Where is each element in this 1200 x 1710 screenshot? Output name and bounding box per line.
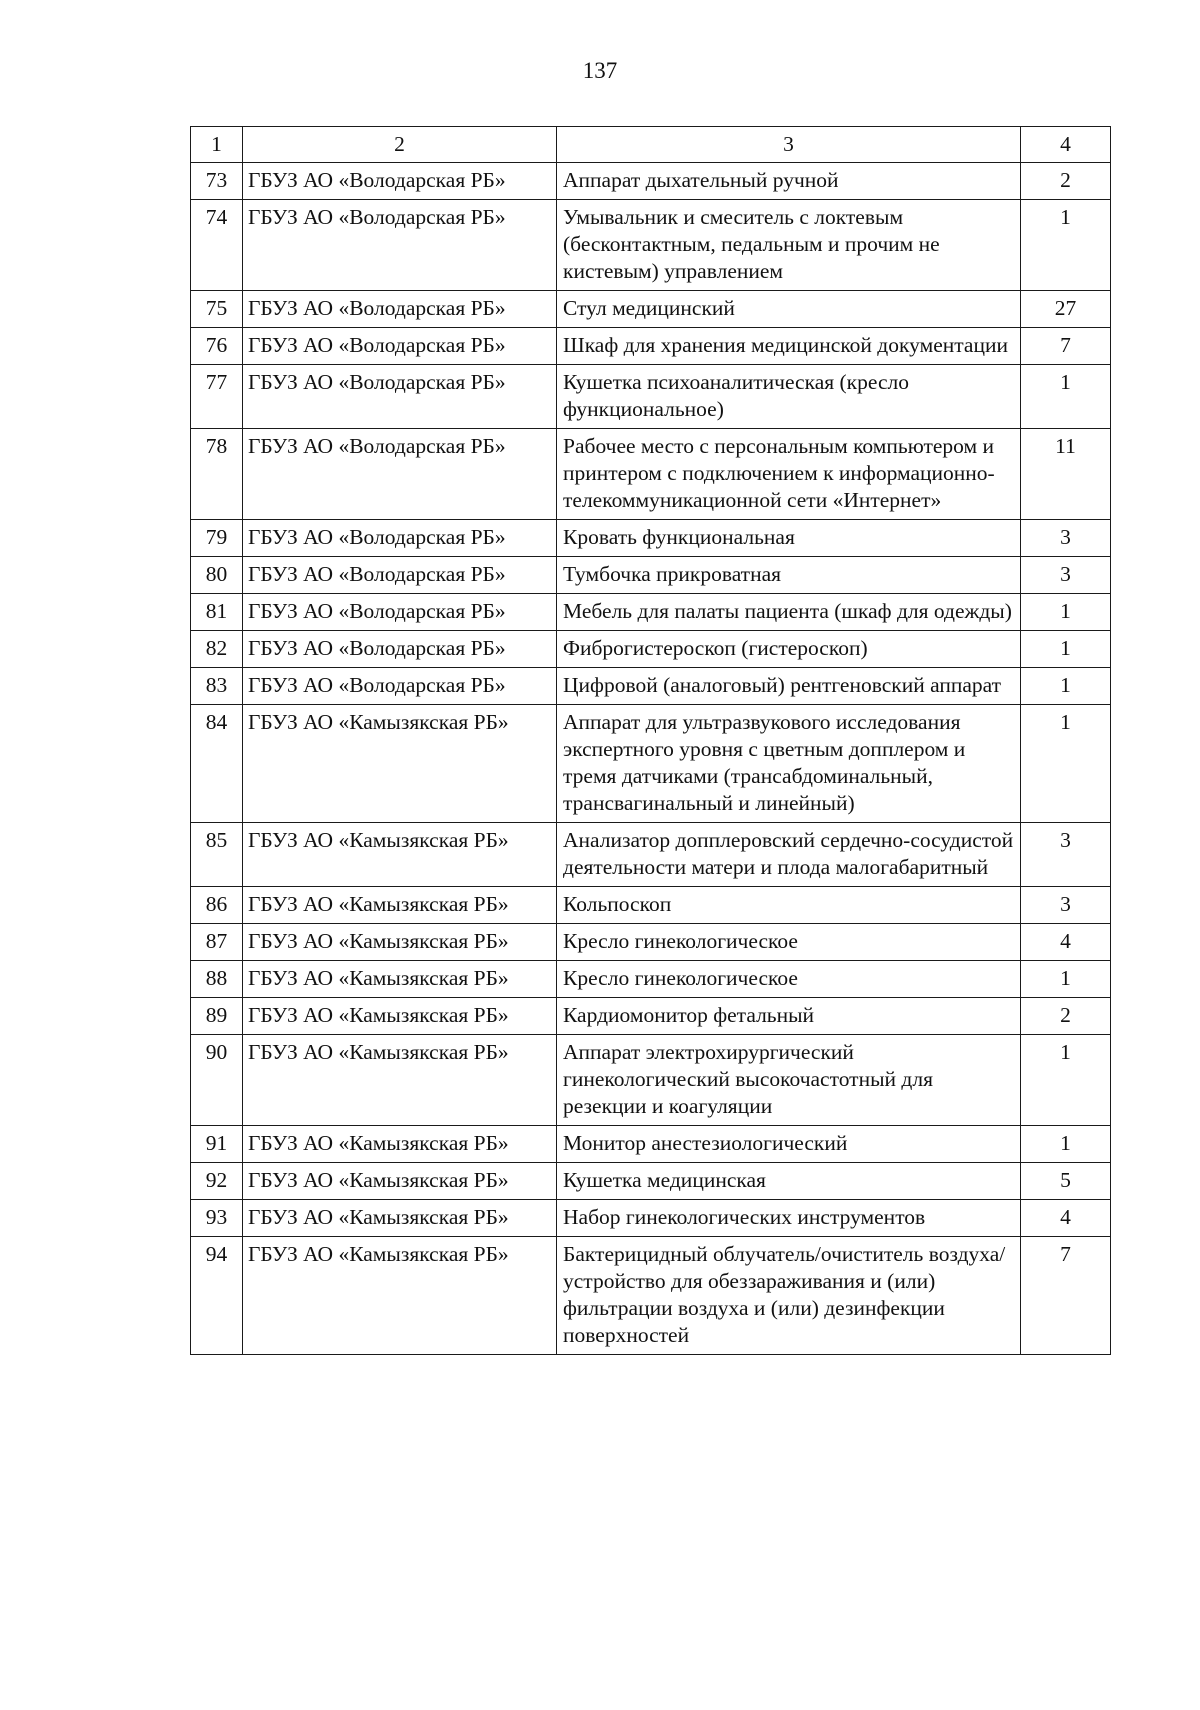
quantity-cell: 3 — [1021, 887, 1111, 924]
table-row — [191, 557, 1111, 594]
table-row — [191, 823, 1111, 887]
organization-cell: ГБУЗ АО «Камызякская РБ» — [243, 705, 557, 823]
table-row — [191, 1163, 1111, 1200]
item-name-cell: Мебель для палаты пациента (шкаф для одежды) — [557, 594, 1021, 631]
organization-cell: ГБУЗ АО «Володарская РБ» — [243, 291, 557, 328]
organization-cell: ГБУЗ АО «Камызякская РБ» — [243, 961, 557, 998]
table-row — [191, 887, 1111, 924]
quantity-cell: 1 — [1021, 1035, 1111, 1126]
item-name-cell: Бактерицидный облучатель/очиститель воздуха/устройство для обеззараживания и (или) фильтрации воздуха и (или) дезинфекции поверхностей — [557, 1237, 1021, 1355]
item-name-cell: Анализатор допплеровский сердечно-сосудистой деятельности матери и плода малогабаритный — [557, 823, 1021, 887]
table-row — [191, 1200, 1111, 1237]
organization-cell: ГБУЗ АО «Камызякская РБ» — [243, 1163, 557, 1200]
item-name-cell: Тумбочка прикроватная — [557, 557, 1021, 594]
header-cell-organization: 2 — [243, 127, 557, 163]
table-row — [191, 1237, 1111, 1355]
quantity-cell: 5 — [1021, 1163, 1111, 1200]
organization-cell: ГБУЗ АО «Володарская РБ» — [243, 520, 557, 557]
organization-cell: ГБУЗ АО «Камызякская РБ» — [243, 998, 557, 1035]
row-number-cell: 84 — [191, 705, 243, 823]
table-row — [191, 924, 1111, 961]
row-number-cell: 76 — [191, 328, 243, 365]
quantity-cell: 3 — [1021, 557, 1111, 594]
table-row — [191, 961, 1111, 998]
quantity-cell: 11 — [1021, 429, 1111, 520]
row-number-cell: 80 — [191, 557, 243, 594]
table-row — [191, 594, 1111, 631]
item-name-cell: Кушетка медицинская — [557, 1163, 1021, 1200]
row-number-cell: 74 — [191, 200, 243, 291]
quantity-cell: 1 — [1021, 1126, 1111, 1163]
quantity-cell: 1 — [1021, 365, 1111, 429]
item-name-cell: Набор гинекологических инструментов — [557, 1200, 1021, 1237]
table-body — [191, 127, 1111, 1355]
item-name-cell: Кресло гинекологическое — [557, 961, 1021, 998]
row-number-cell: 94 — [191, 1237, 243, 1355]
table-row — [191, 291, 1111, 328]
quantity-cell: 1 — [1021, 668, 1111, 705]
item-name-cell: Кресло гинекологическое — [557, 924, 1021, 961]
row-number-cell: 79 — [191, 520, 243, 557]
quantity-cell: 4 — [1021, 1200, 1111, 1237]
row-number-cell: 82 — [191, 631, 243, 668]
item-name-cell: Кровать функциональная — [557, 520, 1021, 557]
quantity-cell: 3 — [1021, 520, 1111, 557]
organization-cell: ГБУЗ АО «Володарская РБ» — [243, 594, 557, 631]
item-name-cell: Цифровой (аналоговый) рентгеновский аппарат — [557, 668, 1021, 705]
item-name-cell: Фиброгистероскоп (гистероскоп) — [557, 631, 1021, 668]
organization-cell: ГБУЗ АО «Володарская РБ» — [243, 200, 557, 291]
table-row — [191, 1035, 1111, 1126]
row-number-cell: 91 — [191, 1126, 243, 1163]
quantity-cell: 2 — [1021, 163, 1111, 200]
quantity-cell: 1 — [1021, 594, 1111, 631]
item-name-cell: Рабочее место с персональным компьютером и принтером с подключением к информационно-телекоммуникационной сети «Интернет» — [557, 429, 1021, 520]
organization-cell: ГБУЗ АО «Камызякская РБ» — [243, 823, 557, 887]
quantity-cell: 27 — [1021, 291, 1111, 328]
item-name-cell: Аппарат дыхательный ручной — [557, 163, 1021, 200]
organization-cell: ГБУЗ АО «Володарская РБ» — [243, 631, 557, 668]
item-name-cell: Аппарат для ультразвукового исследования экспертного уровня с цветным допплером и тремя датчиками (трансабдоминальный, трансвагинальный и линейный) — [557, 705, 1021, 823]
item-name-cell: Стул медицинский — [557, 291, 1021, 328]
table-row — [191, 520, 1111, 557]
organization-cell: ГБУЗ АО «Камызякская РБ» — [243, 924, 557, 961]
table-row — [191, 1126, 1111, 1163]
item-name-cell: Кушетка психоаналитическая (кресло функциональное) — [557, 365, 1021, 429]
table-row — [191, 429, 1111, 520]
table-header-row — [191, 127, 1111, 163]
table-row — [191, 365, 1111, 429]
item-name-cell: Умывальник и смеситель с локтевым (бесконтактным, педальным и прочим не кистевым) управлением — [557, 200, 1021, 291]
table-row — [191, 998, 1111, 1035]
row-number-cell: 73 — [191, 163, 243, 200]
row-number-cell: 86 — [191, 887, 243, 924]
item-name-cell: Монитор анестезиологический — [557, 1126, 1021, 1163]
item-name-cell: Шкаф для хранения медицинской документации — [557, 328, 1021, 365]
quantity-cell: 4 — [1021, 924, 1111, 961]
row-number-cell: 83 — [191, 668, 243, 705]
row-number-cell: 81 — [191, 594, 243, 631]
organization-cell: ГБУЗ АО «Камызякская РБ» — [243, 1237, 557, 1355]
header-cell-quantity: 4 — [1021, 127, 1111, 163]
organization-cell: ГБУЗ АО «Камызякская РБ» — [243, 1035, 557, 1126]
row-number-cell: 85 — [191, 823, 243, 887]
page-number: 137 — [582, 58, 618, 83]
item-name-cell: Аппарат электрохирургический гинекологический высокочастотный для резекции и коагуляции — [557, 1035, 1021, 1126]
header-cell-item: 3 — [557, 127, 1021, 163]
row-number-cell: 78 — [191, 429, 243, 520]
row-number-cell: 93 — [191, 1200, 243, 1237]
quantity-cell: 3 — [1021, 823, 1111, 887]
organization-cell: ГБУЗ АО «Камызякская РБ» — [243, 1126, 557, 1163]
row-number-cell: 90 — [191, 1035, 243, 1126]
row-number-cell: 88 — [191, 961, 243, 998]
organization-cell: ГБУЗ АО «Володарская РБ» — [243, 429, 557, 520]
table-row — [191, 328, 1111, 365]
row-number-cell: 89 — [191, 998, 243, 1035]
table-row — [191, 200, 1111, 291]
organization-cell: ГБУЗ АО «Камызякская РБ» — [243, 887, 557, 924]
quantity-cell: 1 — [1021, 200, 1111, 291]
quantity-cell: 7 — [1021, 328, 1111, 365]
quantity-cell: 2 — [1021, 998, 1111, 1035]
table-row — [191, 163, 1111, 200]
organization-cell: ГБУЗ АО «Володарская РБ» — [243, 557, 557, 594]
organization-cell: ГБУЗ АО «Володарская РБ» — [243, 163, 557, 200]
row-number-cell: 92 — [191, 1163, 243, 1200]
row-number-cell: 87 — [191, 924, 243, 961]
table-row — [191, 631, 1111, 668]
row-number-cell: 75 — [191, 291, 243, 328]
quantity-cell: 7 — [1021, 1237, 1111, 1355]
header-cell-number: 1 — [191, 127, 243, 163]
table-row — [191, 705, 1111, 823]
item-name-cell: Кольпоскоп — [557, 887, 1021, 924]
organization-cell: ГБУЗ АО «Володарская РБ» — [243, 328, 557, 365]
organization-cell: ГБУЗ АО «Камызякская РБ» — [243, 1200, 557, 1237]
item-name-cell: Кардиомонитор фетальный — [557, 998, 1021, 1035]
quantity-cell: 1 — [1021, 705, 1111, 823]
row-number-cell: 77 — [191, 365, 243, 429]
organization-cell: ГБУЗ АО «Володарская РБ» — [243, 668, 557, 705]
organization-cell: ГБУЗ АО «Володарская РБ» — [243, 365, 557, 429]
quantity-cell: 1 — [1021, 961, 1111, 998]
quantity-cell: 1 — [1021, 631, 1111, 668]
equipment-table — [190, 126, 1111, 1355]
table-row — [191, 668, 1111, 705]
